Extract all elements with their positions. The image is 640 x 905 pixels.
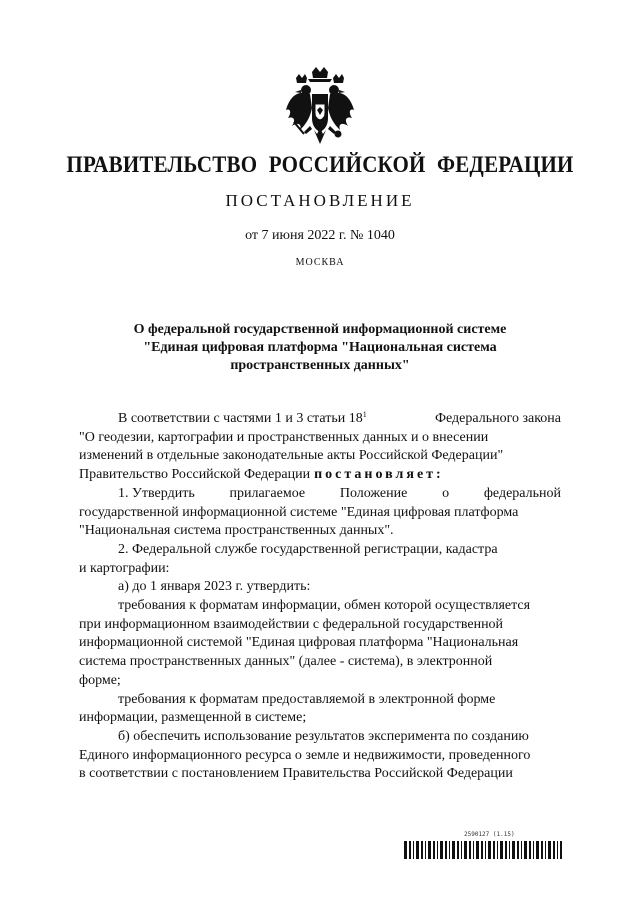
text-line: изменений в отдельные законодательные акты Российской Федерации" — [79, 448, 504, 464]
document-type: ПОСТАНОВЛЕНИЕ — [225, 191, 415, 210]
text-fragment: В соответствии с частями 1 и 3 статьи 18 — [118, 411, 363, 426]
text-line: и картографии: — [79, 560, 170, 576]
subject-line: О федеральной государственной информационной системе — [133, 322, 507, 337]
barcode-icon — [404, 841, 562, 859]
text-line: информационной системой "Единая цифровая платформа "Национальная — [79, 635, 519, 651]
text-line: требования к форматам предоставляемой в электронной форме — [118, 691, 496, 707]
text-fragment: Федерального закона — [434, 411, 561, 426]
text-line: информации, размещенной в системе; — [79, 710, 307, 726]
text-line: а) до 1 января 2023 г. утвердить: — [118, 579, 311, 595]
document-subject — [100, 321, 540, 375]
text-line: требования к форматам информации, обмен которой осуществляется — [118, 598, 531, 614]
text-line — [79, 485, 561, 504]
city-name: МОСКВА — [295, 257, 345, 268]
barcode-number: 2590127 (1.15) — [464, 831, 515, 838]
subject-line: "Единая цифровая платформа "Национальная система — [143, 340, 497, 355]
text-line: "Национальная система пространственных данных". — [79, 523, 394, 539]
text-fragment: прилагаемое — [229, 485, 306, 501]
text-line: система пространственных данных" (далее - система), в электронной — [79, 654, 493, 670]
text-fragment: федеральной — [483, 485, 561, 501]
text-line: форме; — [79, 672, 121, 688]
text-line: при информационном взаимодействии с федеральной государственной — [79, 616, 504, 632]
text-fragment: Положение — [339, 485, 408, 501]
resolution-word: постановляет: — [314, 467, 444, 483]
text-line: Единого информационного ресурса о земле и недвижимости, проведенного — [79, 747, 531, 763]
document-date-number: от 7 июня 2022 г. № 1040 — [245, 228, 395, 243]
text-fragment — [118, 410, 367, 429]
text-fragment: 1. Утвердить — [118, 485, 195, 501]
coat-of-arms-icon — [284, 66, 356, 152]
government-title: ПРАВИТЕЛЬСТВО РОССИЙСКОЙ ФЕДЕРАЦИИ — [66, 150, 574, 178]
text-fragment: о — [442, 485, 450, 501]
document-body — [79, 410, 561, 784]
text-line — [79, 410, 561, 429]
text-line: 2. Федеральной службе государственной регистрации, кадастра — [118, 541, 498, 557]
text-line: б) обеспечить использование результатов эксперимента по созданию — [118, 728, 529, 744]
text-fragment: Правительство Российской Федерации — [79, 467, 311, 483]
footnote-marker: 1 — [362, 410, 367, 419]
text-line: "О геодезии, картографии и пространственных данных и о внесении — [79, 429, 489, 445]
text-line: в соответствии с постановлением Правительства Российской Федерации — [79, 766, 513, 782]
text-line — [79, 466, 561, 485]
text-line: государственной информационной системе "Единая цифровая платформа — [79, 504, 519, 520]
subject-line: пространственных данных" — [230, 358, 410, 373]
